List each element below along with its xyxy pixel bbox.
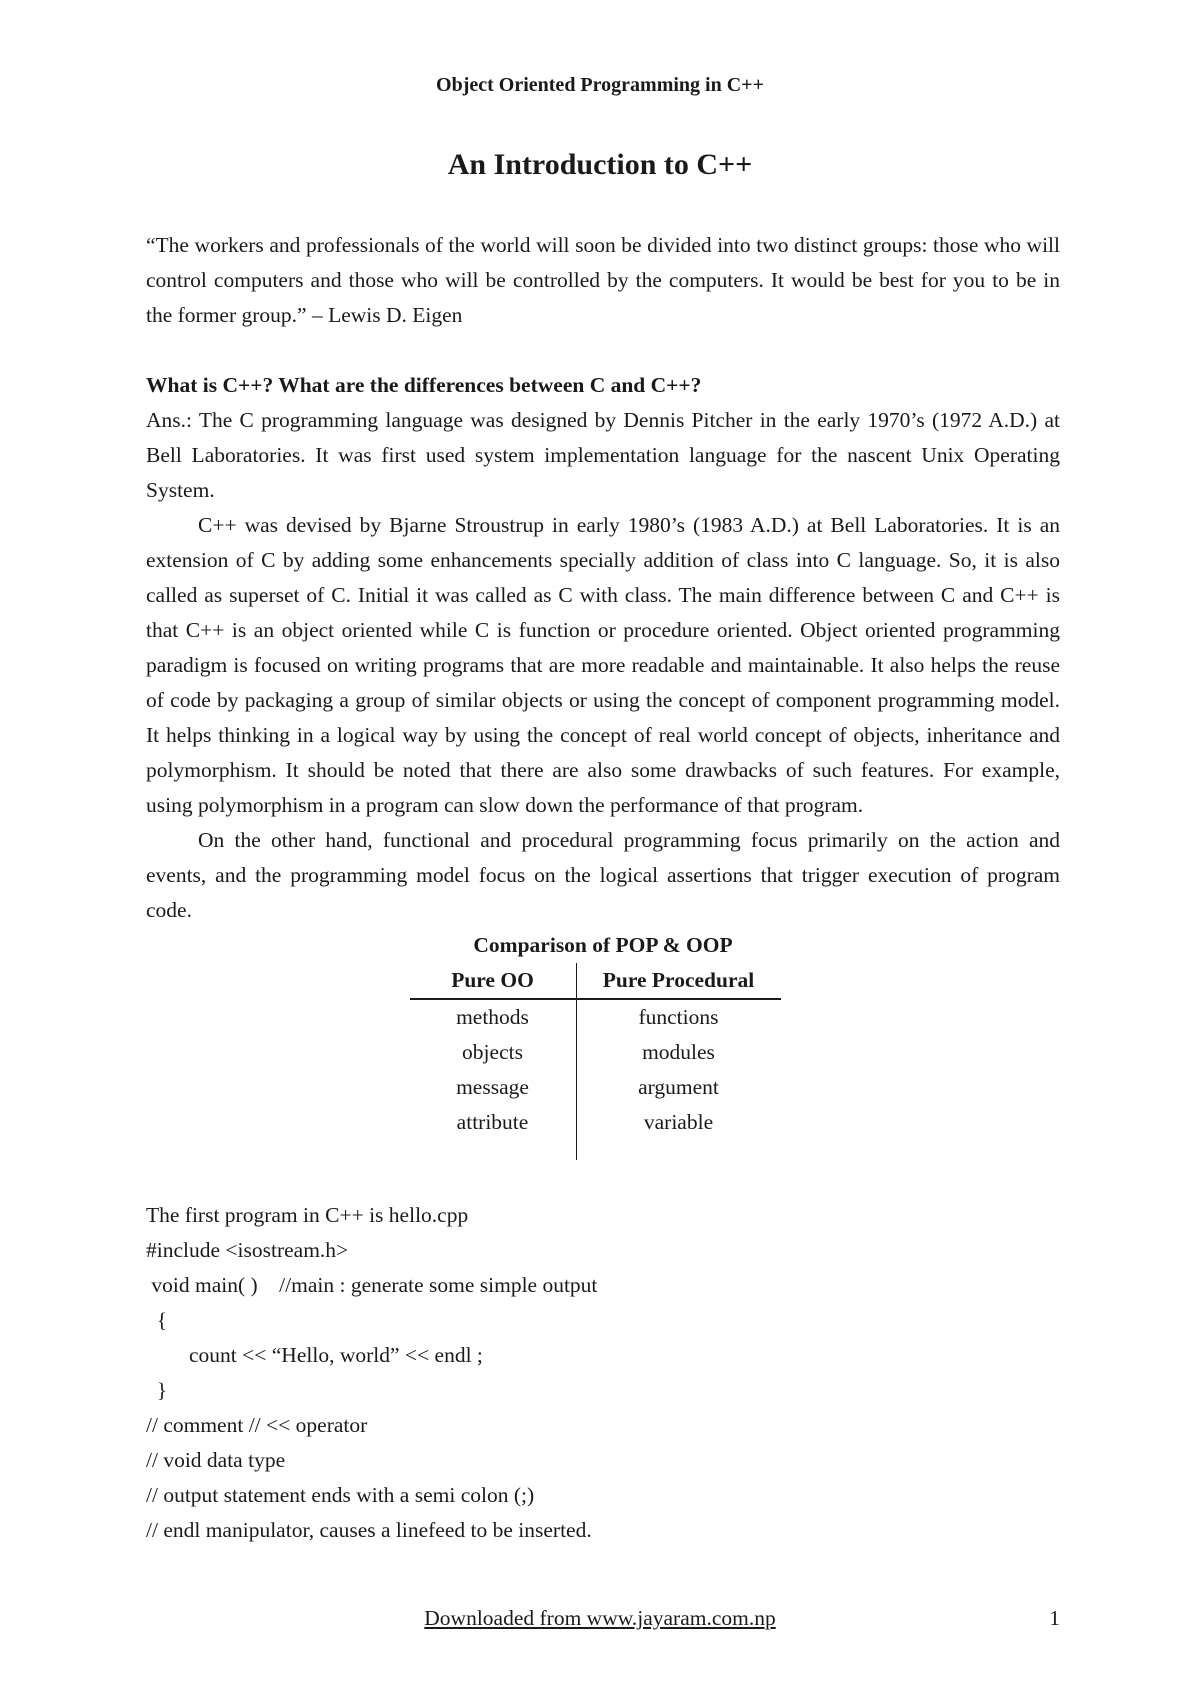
- table-spacer-row: [410, 1140, 781, 1160]
- table-cell: objects: [410, 1035, 577, 1070]
- comparison-caption: Comparison of POP & OOP: [473, 933, 733, 957]
- footer-download-link[interactable]: Downloaded from www.jayaram.com.np: [424, 1606, 776, 1630]
- code-line: // void data type: [146, 1448, 286, 1472]
- page-number: 1: [1049, 1606, 1060, 1630]
- program-intro: The first program in C++ is hello.cpp: [146, 1203, 469, 1227]
- table-cell: functions: [638, 1005, 719, 1029]
- table-cell: argument: [638, 1075, 719, 1099]
- table-cell: attribute: [410, 1105, 577, 1140]
- table-row: [410, 999, 781, 1035]
- code-line: // comment // << operator: [146, 1413, 368, 1437]
- answer-paragraph-1: Ans.: The C programming language was designed by Dennis Pitcher in the early 1970’s (1972 A.D.) at Bell Laboratories. It was first used system implementation language for the nascent Unix Operating System.: [146, 408, 1060, 502]
- code-line: void main( ) //main : generate some simple output: [146, 1273, 598, 1297]
- opening-quote: “The workers and professionals of the world will soon be divided into two distinct groups: those who will control computers and those who will be controlled by the computers. It would be best for you to be in the former group.” – Lewis D. Eigen: [146, 233, 1060, 327]
- table-row: [410, 1070, 781, 1105]
- page-title: An Introduction to C++: [447, 148, 753, 181]
- table-row: [410, 1035, 781, 1070]
- column-header-pure-procedural: Pure Procedural: [576, 963, 781, 999]
- answer-paragraph-2: C++ was devised by Bjarne Stroustrup in early 1980’s (1983 A.D.) at Bell Laboratories. It is an extension of C by adding some enhancements specially addition of class into C language. So, it is also called as superset of C. Initial it was called as C with class. The main difference between C and C++ is that C++ is an object oriented while C is function or procedure oriented. Object oriented programming paradigm is focused on writing programs that are more readable and maintainable. It also helps the reuse of code by packaging a group of similar objects or using the concept of component programming model. It helps thinking in a logical way by using the concept of real world concept of objects, inheritance and polymorphism. It should be noted that there are also some drawbacks of such features. For example, using polymorphism in a program can slow down the performance of that program.: [146, 513, 1060, 817]
- code-line: {: [146, 1308, 168, 1332]
- table-cell: methods: [410, 999, 577, 1035]
- running-header: Object Oriented Programming in C++: [436, 74, 764, 96]
- program-section: [146, 1198, 1060, 1548]
- code-line: // output statement ends with a semi colon (;): [146, 1483, 535, 1507]
- table-row: [410, 1105, 781, 1140]
- table-cell: variable: [643, 1110, 714, 1134]
- code-line: count << “Hello, world” << endl ;: [146, 1343, 483, 1367]
- code-line: #include <isostream.h>: [146, 1238, 349, 1262]
- code-line: }: [146, 1378, 168, 1402]
- code-line: // endl manipulator, causes a linefeed to be inserted.: [146, 1518, 592, 1542]
- question-heading: What is C++? What are the differences between C and C++?: [146, 373, 702, 397]
- table-cell: modules: [642, 1040, 715, 1064]
- main-content: [146, 228, 1060, 1548]
- table-header-row: [410, 963, 781, 999]
- answer-paragraph-3: On the other hand, functional and procedural programming focus primarily on the action and events, and the programming model focus on the logical assertions that trigger execution of program code.: [146, 828, 1060, 922]
- table-cell: message: [410, 1070, 577, 1105]
- comparison-section: [146, 928, 1060, 1160]
- column-header-pure-oo: Pure OO: [410, 963, 577, 999]
- comparison-table: [410, 963, 781, 1160]
